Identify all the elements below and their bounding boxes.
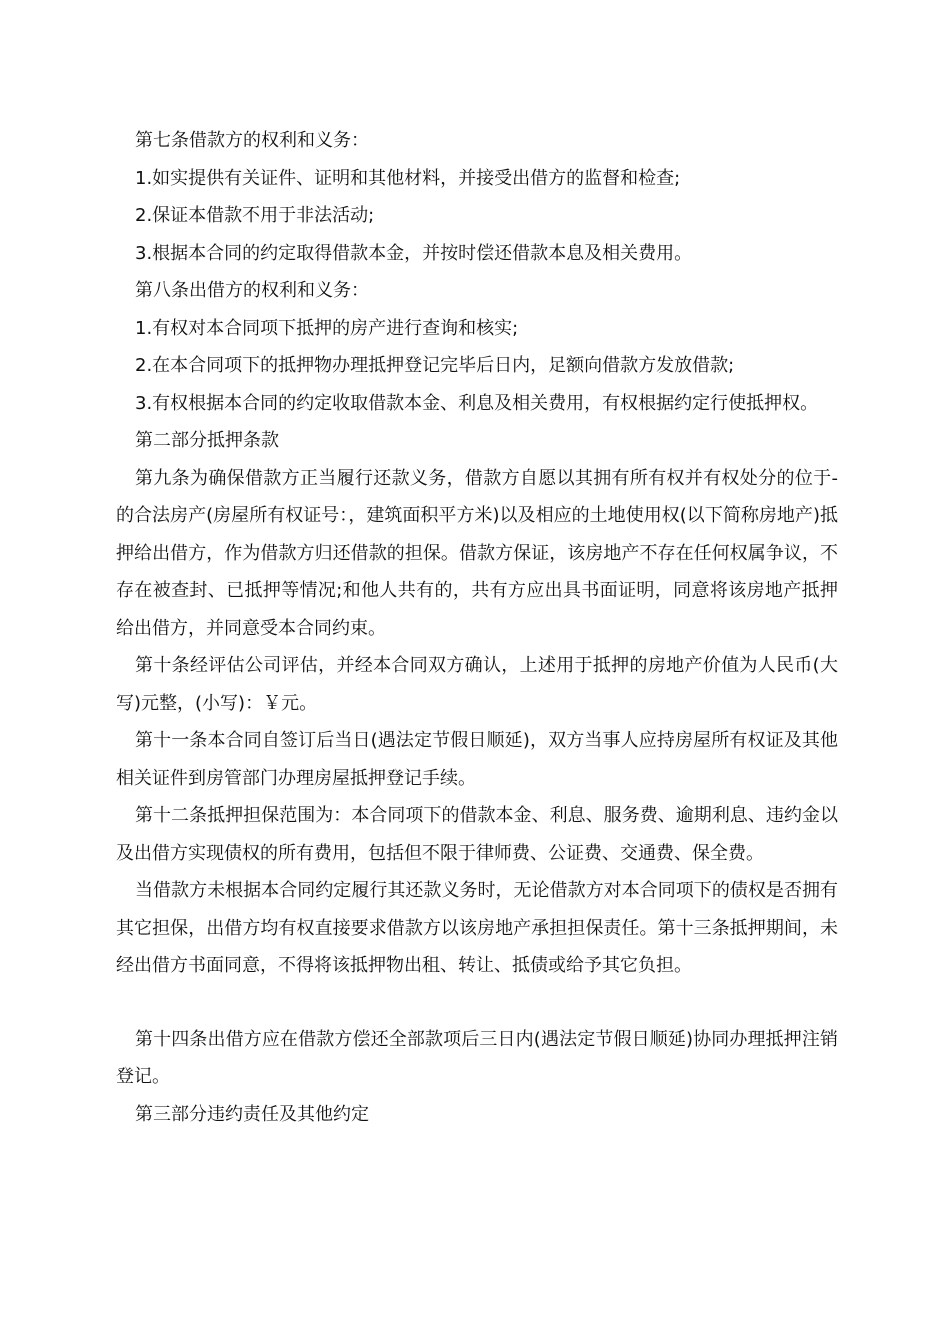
article-7-item-3: 3.根据本合同的约定取得借款本金，并按时偿还借款本息及相关费用。: [135, 242, 693, 264]
article-12: 第十二条抵押担保范围为：本合同项下的借款本金、利息、服务费、逾期利息、违约金以及出借方实现债权的所有费用，包括但不限于律师费、公证费、交通费、保全费。: [116, 805, 838, 864]
part-2-heading: 第二部分抵押条款: [135, 430, 279, 451]
part-3-heading: 第三部分违约责任及其他约定: [135, 1103, 369, 1125]
article-8-item-1: 1.有权对本合同项下抵押的房产进行查询和核实;: [135, 317, 519, 339]
document-page: [116, 122, 838, 1133]
article-8-heading: 第八条出借方的权利和义务：: [135, 280, 369, 301]
article-12-continued: 当借款方未根据本合同约定履行其还款义务时，无论借款方对本合同项下的债权是否拥有其它担保，出借方均有权直接要求借款方以该房地产承担担保责任。第十三条抵押期间，未经出借方书面同意，不得将该抵押物出租、转让、抵债或给予其它负担。: [116, 880, 838, 976]
article-9: 第九条为确保借款方正当履行还款义务，借款方自愿以其拥有所有权并有权处分的位于-的合法房产(房屋所有权证号：，建筑面积平方米)以及相应的土地使用权(以下简称房地产)抵押给出借方，作为借款方归还借款的担保。借款方保证，该房地产不存在任何权属争议，不存在被查封、已抵押等情况;和他人共有的，共有方应出具书面证明，同意将该房地产抵押给出借方，并同意受本合同约束。: [116, 467, 838, 639]
article-7-heading: 第七条借款方的权利和义务：: [135, 130, 369, 151]
article-10: 第十条经评估公司评估，并经本合同双方确认，上述用于抵押的房地产价值为人民币(大写)元整，(小写)：￥元。: [116, 655, 838, 714]
article-11: 第十一条本合同自签订后当日(遇法定节假日顺延)，双方当事人应持房屋所有权证及其他相关证件到房管部门办理房屋抵押登记手续。: [116, 730, 838, 789]
article-7-item-2: 2.保证本借款不用于非法活动;: [135, 205, 375, 226]
article-8-item-2: 2.在本合同项下的抵押物办理抵押登记完毕后日内，足额向借款方发放借款;: [135, 355, 735, 376]
article-7-item-1: 1.如实提供有关证件、证明和其他材料，并接受出借方的监督和检查;: [135, 167, 681, 189]
article-8-item-3: 3.有权根据本合同的约定收取借款本金、利息及相关费用，有权根据约定行使抵押权。: [135, 392, 819, 414]
article-14: 第十四条出借方应在借款方偿还全部款项后三日内(遇法定节假日顺延)协同办理抵押注销登记。: [116, 1028, 838, 1087]
